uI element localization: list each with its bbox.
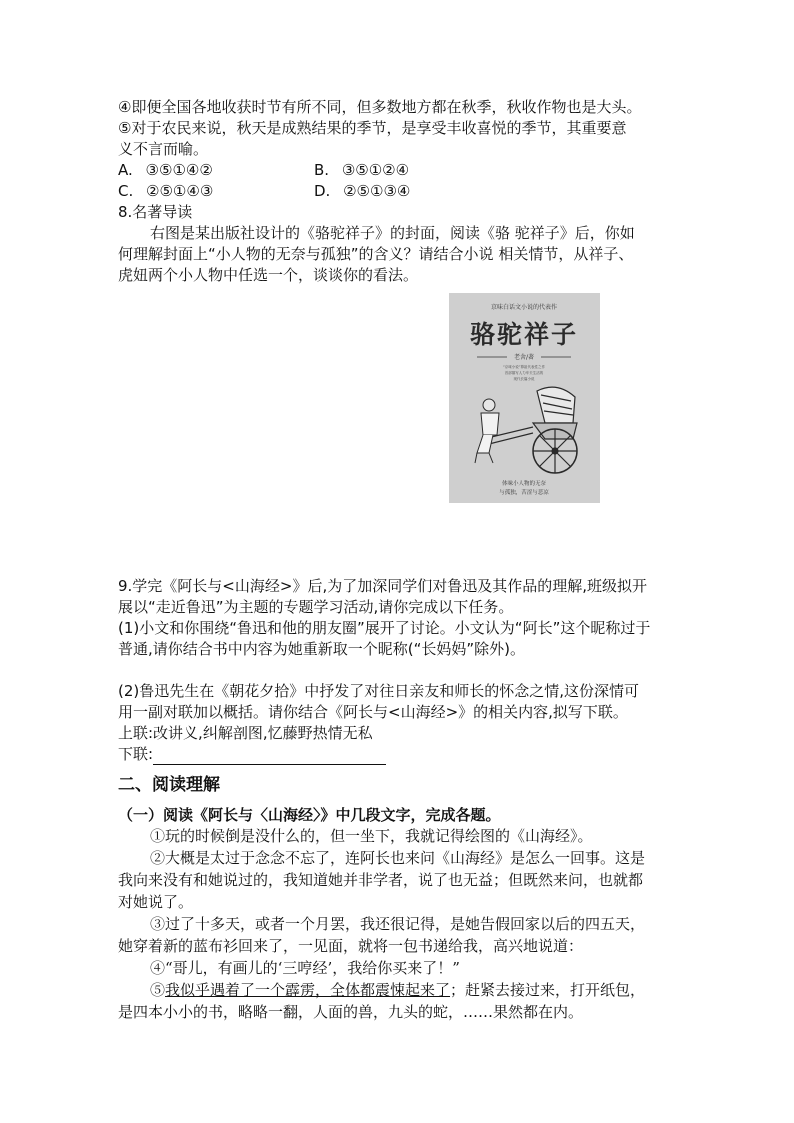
q9-sub1-line-1: (1)小文和你围绕“鲁迅和他的朋友圈”展开了讨论。小文认为“阿长”这个昵称过于 [118,619,651,637]
cover-author: 老舍/著 [513,354,535,361]
section-title: 二、阅读理解 [118,775,220,795]
para-5-line-2: 是四本小小的书，略略一翻，人面的兽，九头的蛇，……果然都在内。 [118,1003,584,1021]
q9-sub2-line-2: 用一副对联加以概括。请你结合《阿长与<山海经>》的相关内容,拟写下联。 [118,703,628,721]
couplet-answer-blank[interactable] [153,750,386,765]
q8-line-2: 何理解封面上“小人物的无奈与孤独”的含义？请结合小说 相关情节，从祥子、 [118,245,634,263]
para-5-number: ⑤ [150,981,166,999]
q9-sub2-line-1: (2)鲁迅先生在《朝花夕拾》中抒发了对往日亲友和师长的怀念之情,这份深情可 [118,682,640,700]
para-4: ④“哥儿，有画儿的‘三哼经’，我给你买来了！” [150,959,460,977]
q9-sub1-line-2: 普通,请你结合书中内容为她重新取一个昵称(“长妈妈”除外)。 [118,640,526,658]
couplet-upper: 上联:改讲义,纠解剖图,忆藤野热情无私 [118,724,373,742]
para-5-line-1 [150,980,645,1001]
cover-small-line-1: “京味小说”鼻祖代表性之作 [502,365,546,369]
couplet-lower-label: 下联: [118,745,154,763]
para-1: ①玩的时候倒是没什么的，但一坐下，我就记得绘图的《山海经》。 [150,827,593,845]
q8-title: 8.名著导读 [118,203,193,221]
q7-statement-4: ④即便全国各地收获时节有所不同，但多数地方都在秋季，秋收作物也是大头。 [118,98,642,116]
para-5-rest: ；赶紧去接过来，打开纸包， [450,981,646,999]
q9-line-2: 展以“走近鲁迅”为主题的专题学习活动,请你完成以下任务。 [118,598,514,616]
q7-statement-5-cont: 义不言而喻。 [118,140,209,158]
para-3-line-2: 她穿着新的蓝布衫回来了，一见面，就将一包书递给我，高兴地说道： [118,937,584,955]
option-c-text: ②⑤①④③ [146,182,214,200]
couplet-lower [118,744,386,765]
option-b [314,160,409,181]
q7-statement-5: ⑤对于农民来说，秋天是成熟结果的季节，是享受丰收喜悦的季节，其重要意 [118,119,627,137]
option-d [314,181,410,202]
para-2-line-2: 我向来没有和她说过的，我知道她并非学者，说了也无益；但既然来问，也就都 [118,871,644,889]
option-a-label: A. [118,161,133,179]
option-b-label: B. [314,161,330,179]
cover-small-line-3: 现代长篇小说 [513,377,535,381]
underlined-sentence: 我似乎遇着了一个霹雳，全体都震悚起来了 [165,981,451,999]
cover-bottom-line-1: 体味小人物的无奈 [501,481,547,487]
cover-title: 骆驼祥子 [469,320,579,349]
option-a [118,160,213,181]
para-2-line-1: ②大概是太过于念念不忘了，连阿长也来问《山海经》是怎么一回事。这是 [150,849,646,867]
option-a-text: ③⑤①④② [145,161,213,179]
option-c-label: C. [118,182,134,200]
cover-bottom-line-2: 与孤独，苦涩与悲凉 [499,490,549,496]
option-c [118,181,213,202]
para-3-line-1: ③过了十多天，或者一个月罢，我还很记得，是她告假回家以后的四五天， [150,915,646,933]
q8-line-3: 虎妞两个小人物中任选一个，谈谈你的看法。 [118,266,419,284]
reading-subtitle: （一）阅读《阿长与〈山海经〉》中几段文字，完成各题。 [118,806,501,824]
option-d-label: D. [314,182,331,200]
option-b-text: ③⑤①②④ [341,161,410,179]
para-2-line-3: 对她说了。 [118,893,194,911]
cover-top-text: 京味白话文小说的代表作 [490,304,558,311]
cover-small-line-2: 首部描写人力车夫生活的 [504,371,544,375]
option-d-text: ②⑤①③④ [343,182,411,200]
book-cover-image [449,293,600,503]
q8-line-1: 右图是某出版社设计的《骆驼祥子》的封面，阅读《骆 驼祥子》后，你如 [150,224,635,242]
q9-line-1: 9.学完《阿长与<山海经>》后,为了加深同学们对鲁迅及其作品的理解,班级拟开 [118,577,647,595]
